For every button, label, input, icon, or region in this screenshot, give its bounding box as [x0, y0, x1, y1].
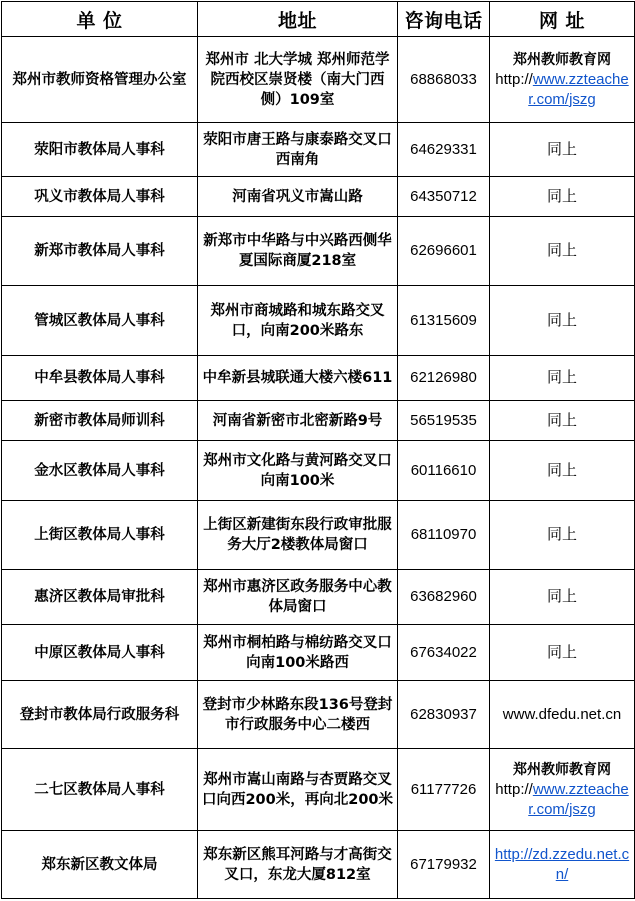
address-cell: 郑东新区熊耳河路与才高街交叉口，东龙大厦812室 [198, 831, 398, 899]
unit-cell: 巩义市教体局人事科 [2, 177, 198, 217]
phone-cell: 68110970 [398, 501, 490, 570]
address-cell: 郑州市商城路和城东路交叉口，向南200米路东 [198, 286, 398, 356]
header-phone: 咨询电话 [398, 2, 490, 37]
unit-cell: 荥阳市教体局人事科 [2, 123, 198, 177]
contact-table [1, 1, 635, 899]
address-cell: 郑州市文化路与黄河路交叉口向南100米 [198, 441, 398, 501]
website-same-cell: 同上 [490, 501, 635, 570]
address-cell: 中牟新县城联通大楼六楼611 [198, 356, 398, 401]
website-cell [490, 37, 635, 123]
phone-cell: 62696601 [398, 217, 490, 286]
unit-cell: 二七区教体局人事科 [2, 749, 198, 831]
website-cell [490, 681, 635, 749]
table-row [2, 570, 635, 625]
website-title: 郑州教师教育网 [513, 761, 611, 778]
website-same-cell: 同上 [490, 570, 635, 625]
website-title: 郑州教师教育网 [513, 51, 611, 68]
website-prefix: http:// [495, 780, 533, 798]
table-row [2, 681, 635, 749]
phone-cell: 62830937 [398, 681, 490, 749]
unit-cell: 新郑市教体局人事科 [2, 217, 198, 286]
website-same-cell: 同上 [490, 356, 635, 401]
unit-cell: 金水区教体局人事科 [2, 441, 198, 501]
phone-cell: 67634022 [398, 625, 490, 681]
table-row [2, 217, 635, 286]
unit-cell: 中原区教体局人事科 [2, 625, 198, 681]
website-same-cell: 同上 [490, 441, 635, 501]
address-cell: 荥阳市唐王路与康泰路交叉口西南角 [198, 123, 398, 177]
unit-cell: 郑东新区教文体局 [2, 831, 198, 899]
phone-cell: 61315609 [398, 286, 490, 356]
unit-cell: 郑州市教师资格管理办公室 [2, 37, 198, 123]
website-same-cell: 同上 [490, 123, 635, 177]
website-cell [490, 831, 635, 899]
unit-cell: 管城区教体局人事科 [2, 286, 198, 356]
unit-cell: 上街区教体局人事科 [2, 501, 198, 570]
table-row [2, 123, 635, 177]
website-same-cell: 同上 [490, 217, 635, 286]
website-same-cell: 同上 [490, 401, 635, 441]
address-cell: 登封市少林路东段136号登封市行政服务中心二楼西 [198, 681, 398, 749]
website-cell [490, 749, 635, 831]
unit-cell: 中牟县教体局人事科 [2, 356, 198, 401]
table-row [2, 37, 635, 123]
table-row [2, 625, 635, 681]
address-cell: 河南省巩义市嵩山路 [198, 177, 398, 217]
table-row [2, 401, 635, 441]
address-cell: 郑州市 北大学城 郑州师范学院西校区崇贤楼（南大门西侧）109室 [198, 37, 398, 123]
table-row [2, 831, 635, 899]
website-link[interactable]: www.zzteacher.com/jszg [528, 780, 629, 818]
unit-cell: 新密市教体局师训科 [2, 401, 198, 441]
unit-cell: 惠济区教体局审批科 [2, 570, 198, 625]
address-cell: 郑州市惠济区政务服务中心教体局窗口 [198, 570, 398, 625]
table-row [2, 749, 635, 831]
table-row [2, 356, 635, 401]
phone-cell: 62126980 [398, 356, 490, 401]
address-cell: 上街区新建街东段行政审批服务大厅2楼教体局窗口 [198, 501, 398, 570]
header-unit: 单 位 [2, 2, 198, 37]
phone-cell: 61177726 [398, 749, 490, 831]
address-cell: 河南省新密市北密新路9号 [198, 401, 398, 441]
website-same-cell: 同上 [490, 177, 635, 217]
phone-cell: 63682960 [398, 570, 490, 625]
phone-cell: 64350712 [398, 177, 490, 217]
website-same-cell: 同上 [490, 625, 635, 681]
phone-cell: 60116610 [398, 441, 490, 501]
website-link[interactable]: http://zd.zzedu.net.cn/ [494, 845, 630, 883]
table-row [2, 286, 635, 356]
website-text: www.dfedu.net.cn [502, 705, 622, 723]
table-row [2, 177, 635, 217]
header-website: 网 址 [490, 2, 635, 37]
phone-cell: 67179932 [398, 831, 490, 899]
address-cell: 新郑市中华路与中兴路西侧华夏国际商厦218室 [198, 217, 398, 286]
unit-cell: 登封市教体局行政服务科 [2, 681, 198, 749]
address-cell: 郑州市桐柏路与棉纺路交叉口向南100米路西 [198, 625, 398, 681]
address-cell: 郑州市嵩山南路与杏贾路交叉口向西200米，再向北200米 [198, 749, 398, 831]
phone-cell: 56519535 [398, 401, 490, 441]
phone-cell: 68868033 [398, 37, 490, 123]
website-same-cell: 同上 [490, 286, 635, 356]
phone-cell: 64629331 [398, 123, 490, 177]
website-prefix: http:// [495, 70, 533, 88]
table-row [2, 501, 635, 570]
table-row [2, 441, 635, 501]
header-row [2, 2, 635, 37]
header-address: 地址 [198, 2, 398, 37]
website-link[interactable]: www.zzteacher.com/jszg [528, 70, 629, 108]
